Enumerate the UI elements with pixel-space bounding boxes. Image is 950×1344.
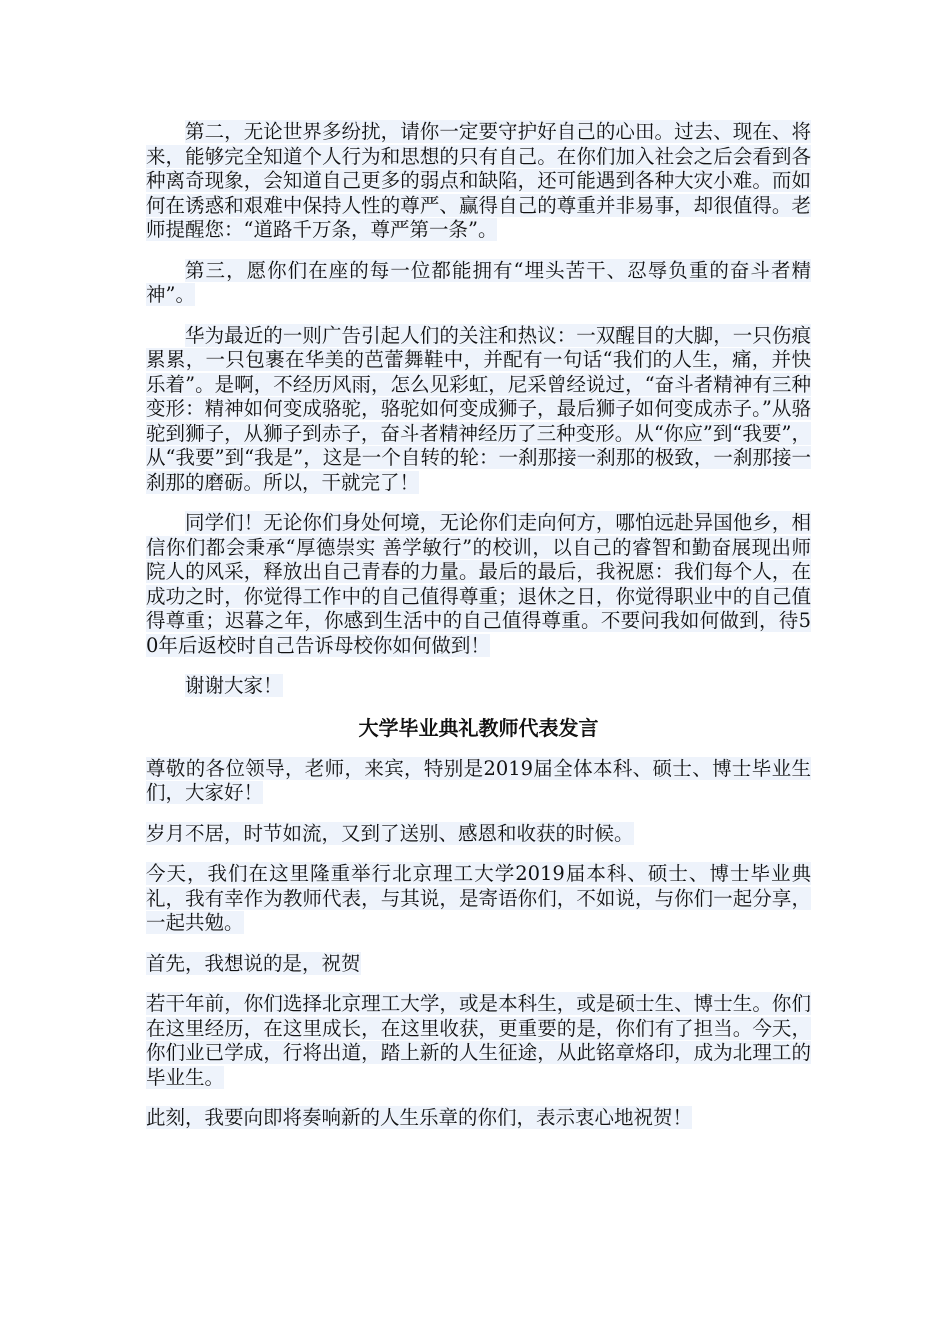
paragraph-huawei-ad: 华为最近的一则广告引起人们的关注和热议：一双醒目的大脚，一只伤痕累累，一只包裹在华美的芭蕾舞鞋中，并配有一句话“我们的人生，痛，并快乐着”。是啊，不经历风雨，怎么见彩虹，尼采曾经说过，“奋斗者精神有三种变形：精神如何变成骆驼，骆驼如何变成狮子，最后狮子如何变成赤子。”从骆驼到狮子，从狮子到赤子，奋斗者精神经历了三种变形。从“你应”到“我要”，从“我要”到“我是”，这是一个自转的轮：一刹那接一刹那的极致，一刹那接一刹那的磨砺。所以，干就完了！: [146, 323, 811, 494]
paragraph-ceremony: 今天，我们在这里隆重举行北京理工大学2019届本科、硕士、博士毕业典礼，我有幸作为教师代表，与其说，是寄语你们，不如说，与你们一起分享，一起共勉。: [146, 862, 811, 934]
paragraph-first-point: 首先，我想说的是，祝贺: [146, 951, 361, 975]
paragraph-second-point: 第二，无论世界多纷扰，请你一定要守护好自己的心田。过去、现在、将来，能够完全知道个人行为和思想的只有自己。在你们加入社会之后会看到各种离奇现象，会知道自己更多的弱点和缺陷，还可能遇到各种大灾小难。而如何在诱惑和艰难中保持人性的尊严、赢得自己的尊重并非易事，却很值得。老师提醒您：“道路千万条，尊严第一条”。: [146, 120, 811, 241]
paragraph-greeting: 尊敬的各位领导，老师，来宾，特别是2019届全体本科、硕士、博士毕业生们，大家好！: [146, 756, 811, 804]
paragraph-years-ago: 若干年前，你们选择北京理工大学，或是本科生，或是硕士生、博士生。你们在这里经历，在这里成长，在这里收获，更重要的是，你们有了担当。今天，你们业已学成，行将出道，踏上新的人生征途，从此铭章烙印，成为北理工的毕业生。: [146, 992, 811, 1089]
section-heading: 大学毕业典礼教师代表发言: [358, 715, 599, 740]
paragraph-time: 岁月不居，时节如流，又到了送别、感恩和收获的时候。: [146, 821, 634, 845]
paragraph-congratulations: 此刻，我要向即将奏响新的人生乐章的你们，表示衷心地祝贺！: [146, 1106, 693, 1129]
paragraph-thanks: 谢谢大家！: [185, 674, 283, 697]
paragraph-wishes: 同学们！无论你们身处何境，无论你们走向何方，哪怕远赴异国他乡，相信你们都会秉承“厚德崇实 善学敏行”的校训，以自己的睿智和勤奋展现出师院人的风采，释放出自己青春的力量。最后的最后，我祝愿：我们每个人，在成功之时，你觉得工作中的自己值得尊重；退休之日，你觉得职业中的自己值得尊重；迟暮之年，你感到生活中的自己值得尊重。不要问我如何做到，待50年后返校时自己告诉母校你如何做到！: [146, 511, 811, 657]
document-body: [146, 120, 811, 1131]
paragraph-third-point: 第三，愿你们在座的每一位都能拥有“埋头苦干、忍辱负重的奋斗者精神”。: [146, 258, 811, 306]
